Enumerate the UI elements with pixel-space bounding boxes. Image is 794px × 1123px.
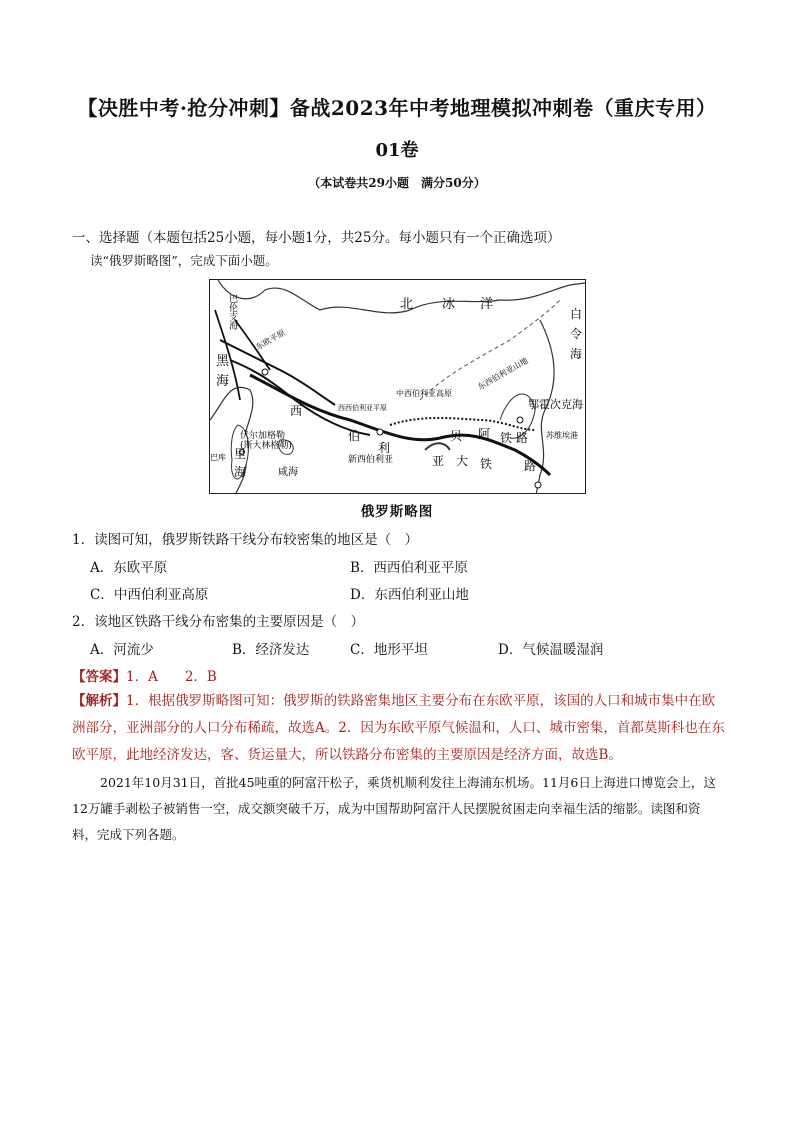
q2-option-a: A．河流少: [90, 642, 154, 658]
russia-map: [209, 279, 586, 494]
label-rail-xi: 西: [290, 404, 303, 418]
answer-text: 1．A 2．B: [126, 669, 217, 685]
label-rail-tie: 铁: [500, 431, 513, 445]
city-dot: [535, 482, 541, 488]
label-black-hei: 黑: [216, 354, 230, 369]
q2-option-b: B．经济发达: [232, 642, 310, 658]
label-barents: 巴伦支海: [227, 294, 237, 330]
label-sovetskaya: 苏维埃港: [546, 431, 578, 440]
label-caspian-hai: 海: [234, 465, 247, 479]
label-east-europe: 东欧平原: [254, 327, 287, 352]
q1-option-b: B．西西伯利亚平原: [350, 560, 468, 576]
q2-option-c: C．地形平坦: [350, 642, 428, 658]
label-weihai: 咸海: [278, 467, 298, 478]
answer-line: [72, 665, 217, 685]
label-rail-li: 利: [378, 441, 391, 455]
passage-paragraph: 2021年10月31日，首批45吨重的阿富汗松子，乘货机顺利发往上海浦东机场。11月6日上海进口博览会上，这12万罐手剥松子被销售一空，成交额突破千万，成为中国帮助阿富汗人民摆脱贫困走向幸福生活的缩影。读图和资料，完成下列各题。: [72, 775, 716, 842]
label-novosibirsk: 新西伯利亚: [348, 455, 394, 465]
section-intro: 读“俄罗斯略图”，完成下面小题。: [90, 253, 278, 268]
answer-label: 【答案】: [72, 669, 126, 685]
label-bering-ling: 令: [570, 327, 583, 341]
label-central-siberia: 中西伯利亚高原: [396, 389, 452, 398]
label-volgograd2: (斯大林格勒): [240, 441, 293, 451]
label-east-siberia-mts: 东西伯利亚山地: [476, 355, 530, 392]
label-volgograd: 伏尔加格勒: [240, 431, 286, 441]
label-rail-lu2: 路: [524, 459, 537, 473]
question-1-stem: 1．读图可知，俄罗斯铁路干线分布较密集的地区是（ ）: [72, 532, 419, 548]
label-rail-ya: 亚: [432, 454, 445, 468]
label-rail-lu: 路: [516, 431, 529, 445]
q1-option-c: C．中西伯利亚高原: [90, 587, 209, 603]
analysis-label: 【解析】: [72, 693, 126, 709]
label-arctic-yang: 洋: [480, 297, 494, 312]
exam-title: 【决胜中考·抢分冲刺】备战2023年中考地理模拟冲刺卷（重庆专用）: [77, 96, 717, 120]
label-rail-bo: 伯: [348, 429, 361, 443]
label-arctic-bei: 北: [400, 297, 414, 312]
baikal-lake: [425, 443, 450, 450]
analysis-text: 1．根据俄罗斯略图可知：俄罗斯的铁路密集地区主要分布在东欧平原，该国的人口和城市集中在欧洲部分，亚洲部分的人口分布稀疏，故选A。2．因为东欧平原气候温和，人口、城市密集，首都莫斯科也在东欧平原，此地经济发达，客、货运量大，所以铁路分布密集的主要原因是经济方面，故选B。: [72, 693, 725, 763]
label-rail-bei: 贝: [450, 429, 463, 443]
exam-note: （本试卷共29小题 满分50分）: [308, 176, 486, 190]
city-dot: [262, 369, 268, 375]
label-west-siberia: 西西伯利亚平原: [338, 404, 387, 412]
exam-volume: 01卷: [375, 140, 419, 161]
label-black-hai: 海: [216, 374, 230, 389]
russia-map-svg: [210, 280, 586, 494]
section-heading: 一、选择题（本题包括25小题，每小题1分，共25分。每小题只有一个正确选项）: [72, 230, 561, 246]
label-rail-tie2: 铁: [480, 457, 493, 471]
analysis-block: [72, 688, 726, 769]
label-okhotsk: 鄂霍次克海: [528, 398, 583, 411]
q1-option-d: D．东西伯利亚山地: [350, 587, 469, 603]
q1-option-a: A．东欧平原: [90, 560, 168, 576]
label-rail-da: 大: [456, 454, 469, 468]
map-caption: 俄罗斯略图: [360, 504, 434, 520]
label-rail-a: 阿: [478, 427, 491, 441]
city-dot: [377, 429, 383, 435]
question-2-stem: 2．该地区铁路干线分布密集的主要原因是（ ）: [72, 614, 365, 630]
q2-option-d: D．气候温暖湿润: [498, 642, 604, 658]
railway-3: [220, 340, 335, 405]
label-caspian-li: 里: [234, 447, 247, 461]
city-dot: [517, 417, 523, 423]
railway-2: [230, 360, 370, 435]
baikal-amur-railway: [390, 418, 535, 430]
label-arctic-bing: 冰: [442, 297, 456, 312]
label-bering-hai: 海: [570, 347, 583, 361]
label-baku: 巴库: [210, 453, 226, 462]
label-bering-bai: 白: [570, 307, 583, 321]
